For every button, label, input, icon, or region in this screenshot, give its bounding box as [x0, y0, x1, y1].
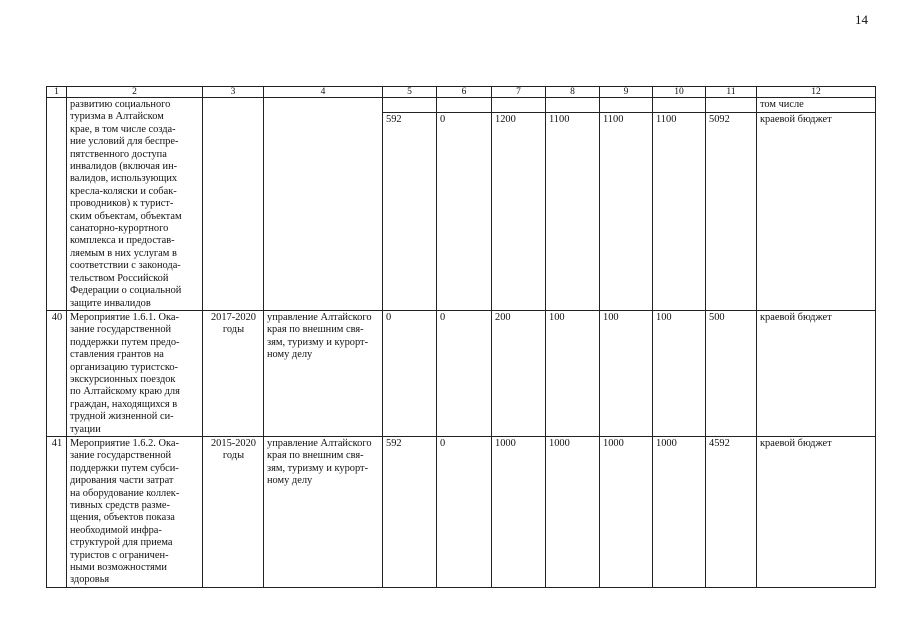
column-header: 12 — [757, 87, 876, 98]
value-cell: 100 — [546, 310, 600, 436]
text-line: проводников) к турист- — [70, 198, 174, 210]
executor-cell — [264, 98, 383, 311]
header-row — [47, 87, 876, 98]
value-cell: 0 — [383, 310, 437, 436]
program-table — [46, 86, 876, 588]
text-line: Мероприятие 1.6.1. Ока- — [70, 311, 179, 323]
value-cell: 1100 — [600, 112, 653, 310]
text-line: валидов, использующих — [70, 173, 178, 185]
value-cell: 0 — [437, 310, 492, 436]
text-line: 2017-2020 — [210, 311, 257, 323]
value-cell: 500 — [706, 310, 757, 436]
column-header: 3 — [203, 87, 264, 98]
value-cell — [600, 98, 653, 113]
text-line: дирования части затрат — [70, 475, 174, 487]
text-line: поддержки путем субси- — [70, 462, 179, 474]
table-row — [47, 436, 876, 587]
text-line: Мероприятие 1.6.2. Ока- — [70, 437, 179, 449]
text-line: тивных средств разме- — [70, 500, 170, 511]
column-header: 11 — [706, 87, 757, 98]
text-line: комплекса и предостав- — [70, 235, 175, 247]
measure-text-lines — [70, 99, 200, 310]
column-header: 9 — [600, 87, 653, 98]
value-cell: 1200 — [492, 112, 546, 310]
text-line: Федерации о социальной — [70, 285, 182, 297]
value-cell: 1100 — [653, 112, 706, 310]
text-line: экскурсионных поездок — [70, 373, 176, 385]
column-header: 1 — [47, 87, 67, 98]
period-text-lines — [206, 312, 261, 337]
value-cell: 592 — [383, 112, 437, 310]
column-header: 6 — [437, 87, 492, 98]
text-line: пятственного доступа — [70, 148, 167, 160]
column-header: 2 — [67, 87, 203, 98]
text-line: кресла-коляски и собак- — [70, 185, 177, 197]
text-line: граждан, находящихся в — [70, 398, 178, 410]
text-line: соответствии с законода- — [70, 260, 181, 272]
text-line: управление Алтайского — [267, 311, 372, 323]
text-line: туристов с ограничен- — [70, 549, 169, 561]
value-cell: 1000 — [600, 436, 653, 587]
text-line: ляемым в них услугам в — [70, 247, 177, 259]
text-line: зание государственной — [70, 324, 172, 336]
text-line: края по внешним свя- — [267, 450, 364, 462]
value-cell: 5092 — [706, 112, 757, 310]
text-line: развитию социального — [70, 99, 171, 110]
text-line: ским объектам, объектам — [70, 210, 182, 222]
text-line: крае, в том числе созда- — [70, 123, 176, 135]
table-row — [47, 310, 876, 436]
period-cell — [203, 436, 264, 587]
value-cell — [546, 98, 600, 113]
period-cell — [203, 310, 264, 436]
measure-text-lines — [70, 312, 200, 436]
text-line: зание государственной — [70, 450, 172, 462]
budget-cell: краевой бюджет — [757, 310, 876, 436]
value-cell — [492, 98, 546, 113]
executor-text-lines — [267, 312, 380, 362]
measure-description — [67, 310, 203, 436]
table-row — [47, 98, 876, 113]
value-cell: 100 — [653, 310, 706, 436]
text-line: здоровья — [70, 574, 110, 586]
text-line: 2015-2020 — [210, 437, 257, 449]
period-cell — [203, 98, 264, 311]
value-cell: 1000 — [492, 436, 546, 587]
executor-cell — [264, 310, 383, 436]
text-line: тельством Российской — [70, 272, 169, 284]
text-line: края по внешним свя- — [267, 324, 364, 336]
text-line: зям, туризму и курорт- — [267, 462, 369, 474]
column-header: 10 — [653, 87, 706, 98]
value-cell: 0 — [437, 436, 492, 587]
column-header: 8 — [546, 87, 600, 98]
value-cell: 1100 — [546, 112, 600, 310]
text-line: трудной жизненной си- — [70, 411, 174, 423]
value-cell: 1000 — [653, 436, 706, 587]
text-line: ние условий для беспре- — [70, 136, 179, 148]
text-line: поддержки путем предо- — [70, 336, 180, 348]
measure-text-lines — [70, 438, 200, 587]
page-number: 14 — [855, 12, 868, 27]
value-cell: 1000 — [546, 436, 600, 587]
text-line: инвалидов (включая ин- — [70, 161, 178, 173]
executor-cell — [264, 436, 383, 587]
period-text-lines — [206, 438, 261, 463]
value-cell: 100 — [600, 310, 653, 436]
text-line: ставления грантов на — [70, 349, 164, 361]
text-line: ными возможностями — [70, 562, 167, 574]
value-cell — [706, 98, 757, 113]
text-line: годы — [222, 324, 245, 336]
measure-description — [67, 436, 203, 587]
column-header: 7 — [492, 87, 546, 98]
including-label: том числе — [757, 98, 876, 113]
text-line: зям, туризму и курорт- — [267, 336, 369, 348]
text-line: необходимой инфра- — [70, 524, 162, 536]
text-line: по Алтайскому краю для — [70, 386, 180, 398]
row-number-cell — [47, 98, 67, 311]
text-line: ному делу — [267, 475, 313, 487]
value-cell: 592 — [383, 436, 437, 587]
text-line: структурой для приема — [70, 537, 173, 549]
text-line: защите инвалидов — [70, 297, 151, 309]
column-header: 4 — [264, 87, 383, 98]
text-line: туризма в Алтайском — [70, 111, 164, 123]
text-line: на оборудование коллек- — [70, 487, 180, 499]
budget-cell: краевой бюджет — [757, 112, 876, 310]
text-line: санаторно-курортного — [70, 223, 169, 235]
column-header: 5 — [383, 87, 437, 98]
budget-cell: краевой бюджет — [757, 436, 876, 587]
text-line: управление Алтайского — [267, 437, 372, 449]
text-line: ному делу — [267, 349, 313, 361]
value-cell — [383, 98, 437, 113]
value-cell: 0 — [437, 112, 492, 310]
row-number-cell: 41 — [47, 436, 67, 587]
measure-description — [67, 98, 203, 311]
value-cell — [437, 98, 492, 113]
value-cell — [653, 98, 706, 113]
text-line: годы — [222, 450, 245, 462]
text-line: туации — [70, 423, 101, 435]
text-line: щения, объектов показа — [70, 512, 175, 524]
text-line: организацию туристско- — [70, 361, 179, 373]
executor-text-lines — [267, 438, 380, 488]
row-number-cell: 40 — [47, 310, 67, 436]
value-cell: 200 — [492, 310, 546, 436]
value-cell: 4592 — [706, 436, 757, 587]
